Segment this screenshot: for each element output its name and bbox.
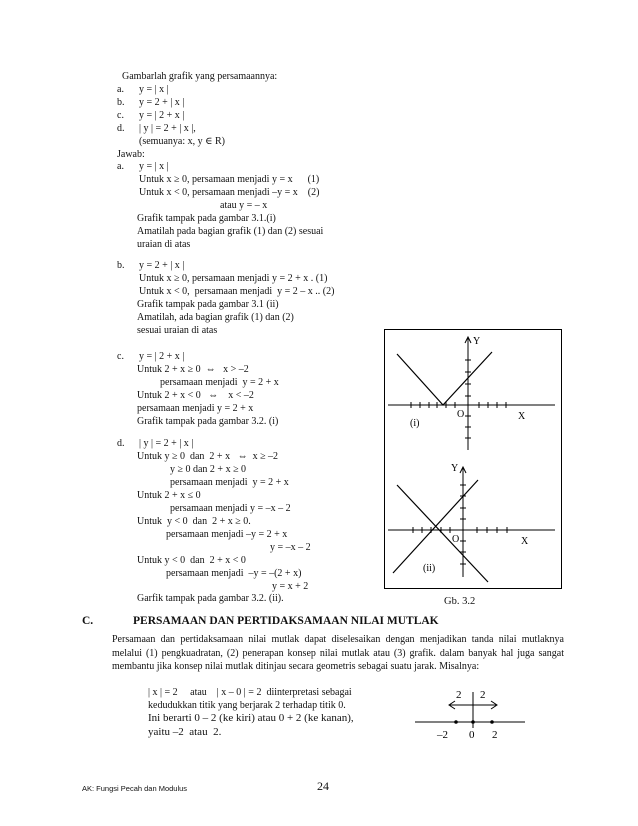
page-number: 24 [317,779,329,793]
example-line: yaitu –2 atau 2. [148,726,222,738]
section-letter: C. [82,615,94,627]
footer-source: AK: Fungsi Pecah dan Modulus [82,784,188,793]
graph-label: (ii) [423,563,436,574]
answer-line: Untuk y < 0 dan 2 + x < 0 [137,555,246,566]
answer-line: persamaan menjadi y = 2 + x [137,403,254,414]
answer-line: Amatilah, ada bagian grafik (1) dan (2) [137,312,294,323]
problem-equation: | y | = 2 + | x |, [139,123,196,134]
example-line: kedudukkan titik yang berjarak 2 terhadap titik 0. [148,700,346,711]
answer-line: sesuai uraian di atas [137,325,218,336]
x-axis-label: X [518,411,526,422]
answer-line: Grafik tampak pada gambar 3.1.(i) [137,213,276,224]
problem-label: a. [117,84,124,95]
problem-equation: y = | x | [139,84,169,95]
answer-line: Grafik tampak pada gambar 3.1 (ii) [137,299,279,310]
figure-caption: Gb. 3.2 [444,596,476,607]
answer-label: c. [117,351,124,362]
answer-equation: y = | x | [139,161,169,172]
answer-line: y = x + 2 [272,581,309,592]
answer-line: persamaan menjadi –y = –(2 + x) [166,568,302,579]
answer-line: Grafik tampak pada gambar 3.2. (i) [137,416,279,427]
answer-line: Untuk 2 + x ≥ 0 ⇔ x > –2 [137,364,249,375]
section-paragraph: Persamaan dan pertidaksamaan nilai mutlak dapat diselesaikan dengan menjadikan tanda nilai mutlaknya melalui (1) pengkuadratan, (2) penerapan konsep nilai mutlak atau (3) grafik. dalam banyak hal juga sangat membantu jika konsep nilai mutlak ditinjau secara geometris sebagai suatu jarak. Misalnya: [112,634,564,672]
x-axis-label: X [521,536,529,547]
answer-line: Untuk x ≥ 0, persamaan menjadi y = 2 + x . (1) [139,273,328,284]
origin-label: O [457,409,465,420]
answer-line: Untuk x ≥ 0, persamaan menjadi y = x (1) [139,174,320,185]
number-line [410,682,530,744]
answer-line: Untuk x < 0, persamaan menjadi –y = x (2) [139,187,320,198]
answer-line: uraian di atas [137,239,191,250]
answer-line: persamaan menjadi y = 2 + x [170,477,289,488]
graph-i [388,336,555,450]
answer-label: a. [117,161,124,172]
tick-label: –2 [437,729,448,741]
answer-line: Untuk y < 0 dan 2 + x ≥ 0. [137,516,251,527]
jawab-label: Jawab: [117,149,145,160]
answer-equation: y = | 2 + x | [139,351,185,362]
answer-equation: | y | = 2 + | x | [139,438,194,449]
answer-line: Untuk x < 0, persamaan menjadi y = 2 – x .. (2) [139,286,335,297]
problem-label: d. [117,123,125,134]
answer-line: Untuk 2 + x < 0 ⇔ x < –2 [137,390,254,401]
y-axis-label: Y [451,463,459,474]
answer-line: y = –x – 2 [270,542,311,553]
problem-equation: y = 2 + | x | [139,97,185,108]
origin-label: O [452,534,460,545]
answer-line: y ≥ 0 dan 2 + x ≥ 0 [170,464,247,475]
example-line: Ini berarti 0 – 2 (ke kiri) atau 0 + 2 (ke kanan), [148,712,354,724]
distance-label-left: 2 [456,689,462,701]
answer-line: persamaan menjadi –y = 2 + x [166,529,288,540]
answer-line: Garfik tampak pada gambar 3.2. (ii). [137,593,284,604]
answer-equation: y = 2 + | x | [139,260,185,271]
answer-line: persamaan menjadi y = 2 + x [160,377,279,388]
graph-ii [388,463,555,582]
answer-label: b. [117,260,125,271]
tick-label: 0 [469,729,475,741]
intro-text: Gambarlah grafik yang persamaannya: [122,71,278,82]
graph-line [397,352,492,405]
answer-label: d. [117,438,125,449]
answer-line: atau y = – x [220,200,268,211]
problem-label: c. [117,110,124,121]
graph-label: (i) [410,418,420,429]
domain-note: (semuanya: x, y ∈ R) [139,136,225,147]
example-line: | x | = 2 atau | x – 0 | = 2 diinterpretasi sebagai [148,687,352,698]
figure-frame [384,329,562,589]
problem-equation: y = | 2 + x | [139,110,185,121]
answer-line: Untuk 2 + x ≤ 0 [137,490,201,501]
point-two [490,720,494,724]
distance-label-right: 2 [480,689,486,701]
graphs-svg [385,330,561,588]
section-title: PERSAMAAN DAN PERTIDAKSAMAAN NILAI MUTLAK [133,615,439,627]
answer-line: Amatilah pada bagian grafik (1) dan (2) sesuai [137,226,324,237]
problem-label: b. [117,97,125,108]
point-minus-two [454,720,458,724]
tick-label: 2 [492,729,498,741]
y-axis-label: Y [473,336,481,347]
answer-line: Untuk y ≥ 0 dan 2 + x ⇔ x ≥ –2 [137,451,279,462]
answer-line: persamaan menjadi y = –x – 2 [170,503,291,514]
point-zero [471,720,475,724]
graph-line [397,485,488,582]
